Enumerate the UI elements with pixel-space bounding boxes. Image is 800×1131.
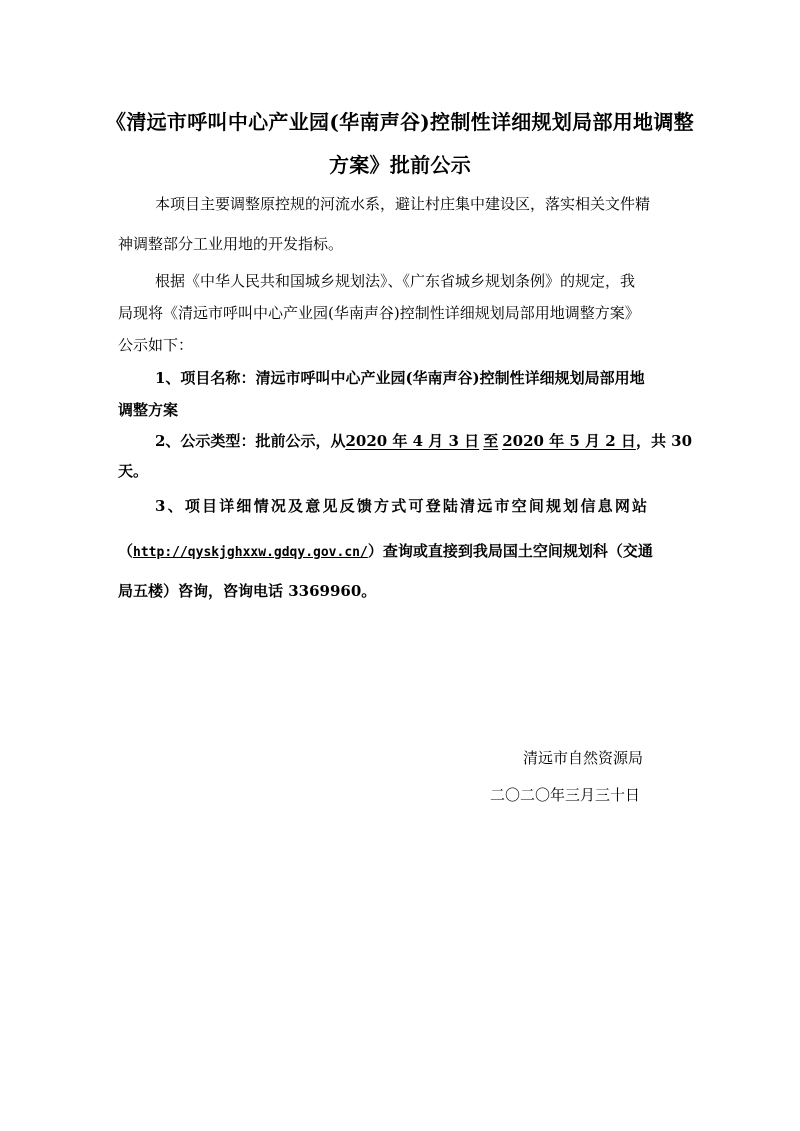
item-3-open-paren: （ <box>118 542 134 560</box>
item-2-prefix: 2、公示类型：批前公示，从 <box>155 432 346 450</box>
end-date: 2020 年 5 月 2 日 <box>502 432 636 450</box>
paragraph-2-line-2: 局现将《清远市呼叫中心产业园(华南声谷)控制性详细规划局部用地调整方案》 <box>118 304 640 322</box>
paragraph-2-line-1: 根据《中华人民共和国城乡规划法》、《广东省城乡规划条例》的规定，我 <box>155 272 636 290</box>
item-3-after-url: ）查询或直接到我局国土空间规划科（交通 <box>367 542 653 560</box>
item-3-line-2 <box>118 540 653 561</box>
paragraph-2-line-3: 公示如下： <box>118 336 194 354</box>
item-1-line-1: 1、项目名称：清远市呼叫中心产业园(华南声谷)控制性详细规划局部用地 <box>155 369 645 387</box>
paragraph-1-line-2: 神调整部分工业用地的开发指标。 <box>118 235 344 253</box>
start-date: 2020 年 4 月 3 日 <box>345 432 480 450</box>
document-title-line-1: 《清远市呼叫中心产业园(华南声谷)控制性详细规划局部用地调整 <box>106 110 694 134</box>
item-3-line-1: 3、项目详细情况及意见反馈方式可登陆清远市空间规划信息网站 <box>155 497 650 515</box>
item-1-line-2: 调整方案 <box>118 401 179 419</box>
item-2-suffix: ，共 30 <box>635 432 693 450</box>
signature-organization: 清远市自然资源局 <box>523 749 644 767</box>
document-title-line-2: 方案》批前公示 <box>328 153 472 177</box>
item-2-line-1 <box>155 430 692 451</box>
paragraph-1-line-1: 本项目主要调整原控规的河流水系，避让村庄集中建设区，落实相关文件精 <box>155 195 651 213</box>
signature-date: 二〇二〇年三月三十日 <box>490 786 641 804</box>
website-link[interactable]: http://qyskjghxxw.gdqy.gov.cn/ <box>133 545 368 560</box>
item-2-line-2: 天。 <box>118 462 149 480</box>
item-3-line-3: 局五楼）咨询，咨询电话 3369960。 <box>118 582 377 600</box>
item-2-to: 至 <box>483 432 499 450</box>
